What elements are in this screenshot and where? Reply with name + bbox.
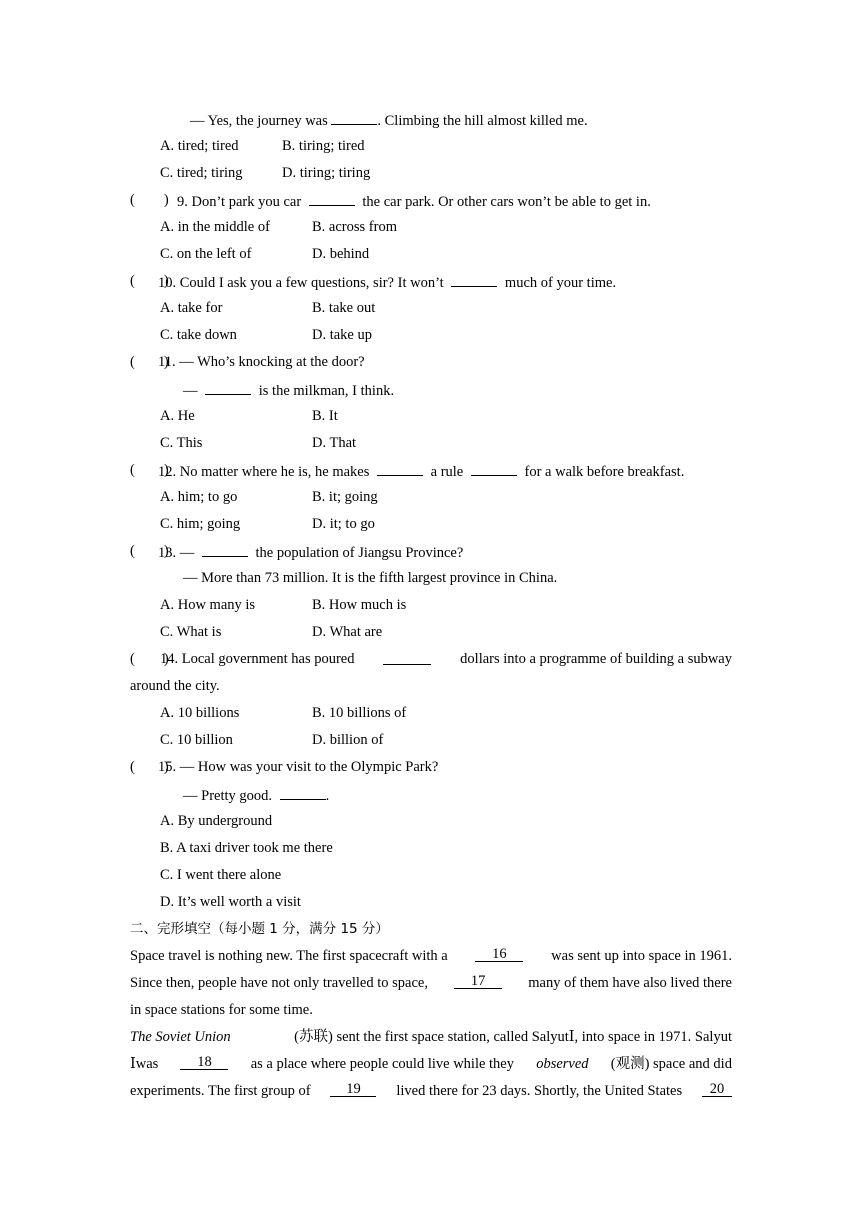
q12-option-c[interactable]: C. him; going: [160, 516, 241, 532]
passage-text: was sent up into space in 1961.: [551, 948, 732, 964]
q9-text-a: 9. Don’t park you car: [177, 194, 302, 210]
q15-option-b[interactable]: B. A taxi driver took me there: [160, 840, 333, 856]
q15-answer-suffix: .: [325, 788, 330, 804]
cloze-blank-19[interactable]: 19: [330, 1082, 376, 1097]
passage-line-6: [130, 1082, 732, 1100]
q10-option-c[interactable]: C. take down: [160, 327, 237, 343]
q13-stem: [158, 542, 463, 562]
passage-line-5: [130, 1055, 732, 1073]
q8-answer-line: [190, 110, 588, 130]
q15-option-a[interactable]: A. By underground: [160, 813, 273, 829]
q10-text-a: 10. Could I ask you a few questions, sir? It won’t: [158, 275, 444, 291]
q10-text-b: much of your time.: [504, 275, 617, 291]
q13-text-a: 13. —: [158, 545, 195, 561]
passage-line-4: [130, 1028, 732, 1046]
q14-text-b: dollars into a programme of building a subway: [460, 651, 732, 667]
q9-option-a[interactable]: A. in the middle of: [160, 219, 270, 235]
q14-text-a: 14. Local government has poured: [160, 651, 355, 667]
q11-paren[interactable]: ( ): [130, 354, 169, 370]
q8-option-c[interactable]: C. tired; tiring: [160, 165, 243, 181]
q13-option-c[interactable]: C. What is: [160, 624, 222, 640]
q9-text-b: the car park. Or other cars won’t be able to get in.: [362, 194, 651, 210]
q12-option-b[interactable]: B. it; going: [312, 489, 378, 505]
q8-answer-suffix: . Climbing the hill almost killed me.: [377, 113, 588, 129]
passage-text: lived there for 23 days. Shortly, the United States: [396, 1083, 683, 1099]
q14-option-a[interactable]: A. 10 billions: [160, 705, 240, 721]
passage-text: Space travel is nothing new. The first spacecraft with a: [130, 948, 448, 964]
passage-text: (观测) space and did: [610, 1056, 732, 1072]
q13-option-a[interactable]: A. How many is: [160, 597, 256, 613]
q15-answer-line: [183, 785, 329, 805]
q9-option-b[interactable]: B. across from: [312, 219, 397, 235]
q14-blank[interactable]: [383, 650, 431, 665]
q13-blank[interactable]: [202, 542, 248, 557]
q12-option-d[interactable]: D. it; to go: [312, 516, 375, 532]
q12-text-a: 12. No matter where he is, he makes: [158, 464, 370, 480]
section2-heading: 二、完形填空（每小题 1 分，满分 15 分）: [130, 921, 389, 937]
q10-paren[interactable]: ( ): [130, 273, 169, 289]
q11-option-d[interactable]: D. That: [312, 435, 357, 451]
q11-answer-prefix: —: [183, 383, 198, 399]
q13-option-b[interactable]: B. How much is: [312, 597, 407, 613]
q10-option-d[interactable]: D. take up: [312, 327, 372, 343]
q8-answer-prefix: — Yes, the journey was: [190, 113, 328, 129]
passage-text: Ⅰwas: [130, 1056, 159, 1072]
passage-italic-term: observed: [536, 1056, 589, 1072]
q15-blank[interactable]: [280, 785, 326, 800]
q10-stem: [158, 272, 616, 292]
q9-paren[interactable]: ( ): [130, 192, 169, 208]
q9-option-c[interactable]: C. on the left of: [160, 246, 252, 262]
passage-text: experiments. The first group of: [130, 1083, 311, 1099]
q8-option-a[interactable]: A. tired; tired: [160, 138, 239, 154]
q13-text-b: the population of Jiangsu Province?: [255, 545, 464, 561]
cloze-blank-18[interactable]: 18: [180, 1055, 228, 1070]
q15-answer-prefix: — Pretty good.: [183, 788, 273, 804]
q13-paren[interactable]: ( ): [130, 543, 169, 559]
q12-blank-1[interactable]: [377, 461, 423, 476]
q12-paren[interactable]: ( ): [130, 462, 169, 478]
cloze-blank-16[interactable]: 16: [475, 947, 523, 962]
passage-line-3: in space stations for some time.: [130, 1002, 313, 1018]
q14-paren[interactable]: ( ): [130, 651, 169, 667]
q10-option-b[interactable]: B. take out: [312, 300, 376, 316]
passage-line-1: [130, 947, 732, 965]
q11-answer-suffix: is the milkman, I think.: [258, 383, 395, 399]
q11-stem: 11. — Who’s knocking at the door?: [158, 354, 365, 370]
q13-option-d[interactable]: D. What are: [312, 624, 383, 640]
passage-text: many of them have also lived there: [528, 975, 732, 991]
q15-option-c[interactable]: C. I went there alone: [160, 867, 282, 883]
q14-option-d[interactable]: D. billion of: [312, 732, 384, 748]
q14-option-b[interactable]: B. 10 billions of: [312, 705, 407, 721]
q9-stem: [177, 191, 651, 211]
q13-answer: — More than 73 million. It is the fifth largest province in China.: [183, 570, 558, 586]
q12-text-b: a rule: [430, 464, 464, 480]
q12-text-c: for a walk before breakfast.: [524, 464, 685, 480]
q10-blank[interactable]: [451, 272, 497, 287]
q14-stem-cont: around the city.: [130, 678, 220, 694]
passage-line-2: [130, 974, 732, 992]
q14-stem: [160, 650, 732, 668]
q11-option-a[interactable]: A. He: [160, 408, 195, 424]
passage-italic-term: The Soviet Union: [130, 1029, 231, 1045]
q15-option-d[interactable]: D. It’s well worth a visit: [160, 894, 301, 910]
cloze-blank-20[interactable]: 20: [702, 1082, 732, 1097]
q12-option-a[interactable]: A. him; to go: [160, 489, 238, 505]
q8-option-d[interactable]: D. tiring; tiring: [282, 165, 371, 181]
cloze-blank-17[interactable]: 17: [454, 974, 502, 989]
q8-option-b[interactable]: B. tiring; tired: [282, 138, 365, 154]
q15-paren[interactable]: ( ): [130, 759, 169, 775]
q15-stem: 15. — How was your visit to the Olympic Park?: [158, 759, 439, 775]
q11-blank[interactable]: [205, 380, 251, 395]
q11-option-b[interactable]: B. It: [312, 408, 338, 424]
q8-blank[interactable]: [331, 110, 377, 125]
passage-text: Since then, people have not only travelled to space,: [130, 975, 428, 991]
passage-text: (苏联) sent the first space station, called SalyutⅠ, into space in 1971. Salyut: [294, 1029, 732, 1045]
q9-option-d[interactable]: D. behind: [312, 246, 370, 262]
q9-blank[interactable]: [309, 191, 355, 206]
q12-stem: [158, 461, 684, 481]
q11-answer-line: [183, 380, 394, 400]
q12-blank-2[interactable]: [471, 461, 517, 476]
q10-option-a[interactable]: A. take for: [160, 300, 223, 316]
passage-text: as a place where people could live while they: [250, 1056, 514, 1072]
q14-option-c[interactable]: C. 10 billion: [160, 732, 233, 748]
q11-option-c[interactable]: C. This: [160, 435, 203, 451]
